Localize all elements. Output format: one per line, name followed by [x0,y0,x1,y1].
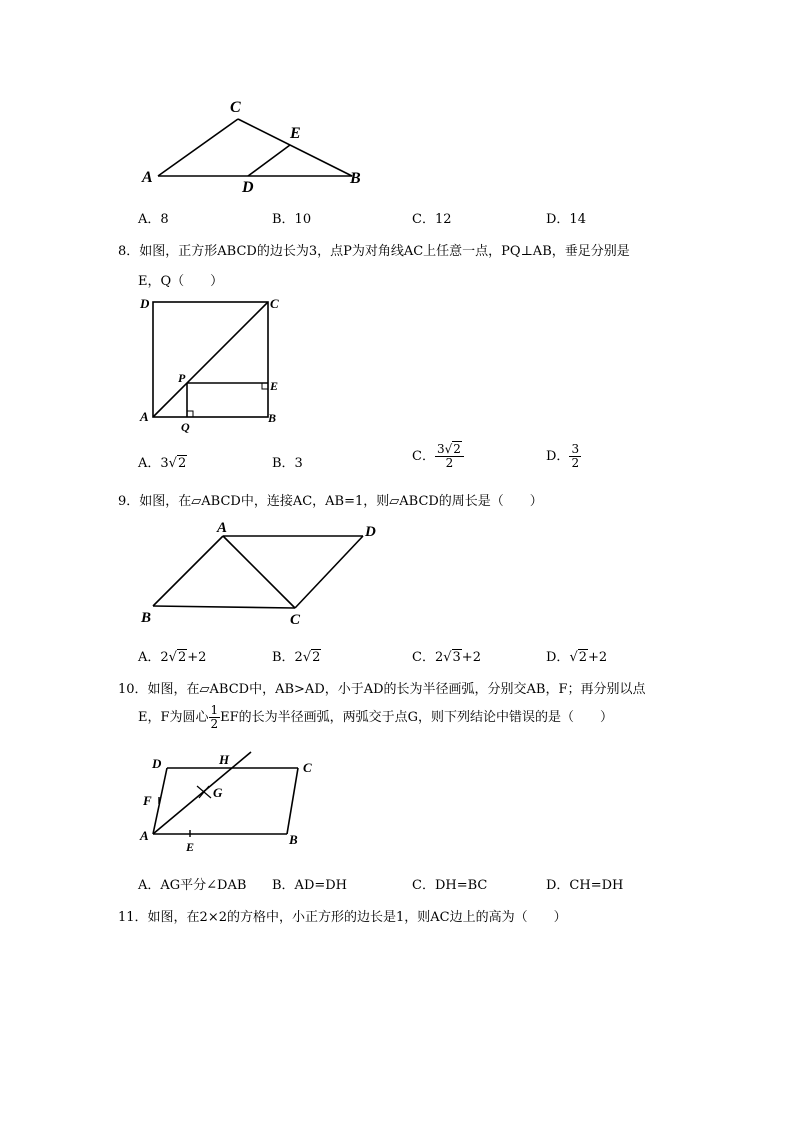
q9-option-c-radical: √3 [443,650,461,665]
q8-square-figure [135,292,295,440]
q8-option-d-denominator: 2 [571,456,580,471]
q9-option-a-radicand: 2 [177,650,187,665]
q10-question-line2-start: E，F为圆心 [138,710,209,726]
q9-option-d-prefix: D． [546,650,570,665]
q9-option-b-radicand: 2 [312,650,321,665]
q10-label-e: E [186,840,195,854]
q8-label-q: Q [181,420,190,434]
q9-option-d-suffix: +2 [588,650,608,665]
q10-option-a[interactable]: A．AG平分∠DAB [138,878,247,893]
q9-side-ba [153,536,223,606]
q9-parallelogram-figure [135,512,395,632]
q7-side-ac [158,119,238,176]
q8-label-e: E [270,379,279,393]
q9-option-a[interactable] [138,646,206,665]
q10-question-line2-end: EF的长为半径画弧，两弧交于点G，则下列结论中错误的是（ ） [220,710,614,726]
q10-question-line1: 10．如图，在▱ABCD中，AB>AD，小于AD的长为半径画弧，分别交AB，F；再分别以点 [118,682,646,697]
q9-label-d: D [365,524,376,540]
q10-option-b[interactable]: B．AD=DH [272,878,348,893]
q7-segment-de [248,145,290,176]
q8-right-angle-e [262,383,268,389]
q10-label-f: F [143,793,152,808]
q8-option-a-prefix: A．3 [138,456,169,471]
q10-option-d[interactable]: D．CH=DH [546,878,624,893]
q7-label-e: E [290,125,301,142]
q7-label-d: D [242,179,254,196]
q8-option-a-radical: √2 [168,456,187,471]
q8-option-d-numerator: 3 [571,442,580,456]
q10-label-a: A [140,828,149,843]
q9-option-b[interactable] [272,646,321,665]
q8-label-c: C [270,296,279,311]
q8-option-a-radicand: 2 [177,456,187,471]
q7-label-c: C [230,99,241,116]
q10-fraction-half [209,704,221,731]
q7-triangle-figure [130,92,380,202]
q9-option-c-prefix: C．2 [412,650,444,665]
q9-side-cb [153,606,295,608]
q9-option-a-prefix: A．2 [138,650,169,665]
q8-question-line2: E，Q（ ） [138,274,224,289]
q9-option-a-radical: √2 [168,650,187,665]
q10-fraction-denominator: 2 [210,717,219,732]
q8-option-d-fraction [569,443,581,470]
q7-option-a[interactable]: A．8 [138,212,169,227]
q7-option-b[interactable]: B．10 [272,212,312,227]
q7-option-c[interactable]: C．12 [412,212,452,227]
q8-option-c-denominator: 2 [445,456,454,471]
q9-diagonal-ac [223,536,295,608]
q10-question-line2 [138,704,613,731]
q11-question-line1: 11．如图，在2×2的方格中，小正方形的边长是1，则AC边上的高为（ ） [118,910,567,925]
q10-label-b: B [289,832,298,847]
q9-label-c: C [290,612,301,628]
q9-question-line1: 9．如图，在▱ABCD中，连接AC，AB=1，则▱ABCD的周长是（ ） [118,494,543,509]
q10-arc-mark-2 [199,786,209,798]
q9-option-d-radical: √2 [569,650,588,665]
q9-option-b-radical: √2 [302,650,321,665]
q10-label-d: D [152,756,162,771]
q8-label-b: B [268,411,277,425]
q7-label-a: A [142,169,153,186]
q9-option-a-suffix: +2 [187,650,207,665]
q10-fraction-numerator: 1 [210,703,219,717]
q8-option-c-fraction: $\frac{3√2}{2}$ [435,443,464,470]
q9-option-c[interactable] [412,646,481,665]
q8-option-c[interactable] [412,443,464,470]
q8-option-d[interactable] [546,443,581,470]
q8-right-angle-q [187,411,193,417]
q9-option-d-radicand: 2 [578,650,588,665]
q10-parallelogram-figure [135,748,335,858]
q8-option-c-numerator: 3 [436,442,445,456]
q9-option-b-prefix: B．2 [272,650,303,665]
q10-side-cb [287,768,298,834]
q8-question-line1: 8．如图，正方形ABCD的边长为3，点P为对角线AC上任意一点，PQ⊥AB，垂足分别是 [118,244,630,259]
q10-bisector-ah [153,752,251,834]
q7-label-b: B [350,170,361,187]
q8-option-b[interactable]: B．3 [272,456,303,471]
q8-option-a[interactable] [138,452,187,471]
q9-option-c-radicand: 3 [452,650,461,665]
q9-side-dc [295,536,363,608]
q9-label-a: A [217,520,228,536]
q8-option-d-prefix: D． [546,449,570,465]
q8-option-c-prefix: C． [412,449,435,465]
q8-label-p: P [178,371,186,385]
q9-option-c-suffix: +2 [461,650,481,665]
q9-label-b: B [141,610,152,626]
q10-label-c: C [303,760,312,775]
q8-option-c-radicand: 2 [453,442,461,456]
q8-label-a: A [140,409,149,424]
q8-label-d: D [140,296,150,311]
q7-option-d[interactable]: D．14 [546,212,586,227]
q8-diagonal-ac [153,302,268,417]
q10-label-g: G [213,785,223,800]
q9-option-d[interactable] [546,646,607,665]
q10-option-c[interactable]: C．DH=BC [412,878,488,893]
q10-label-h: H [219,752,230,767]
